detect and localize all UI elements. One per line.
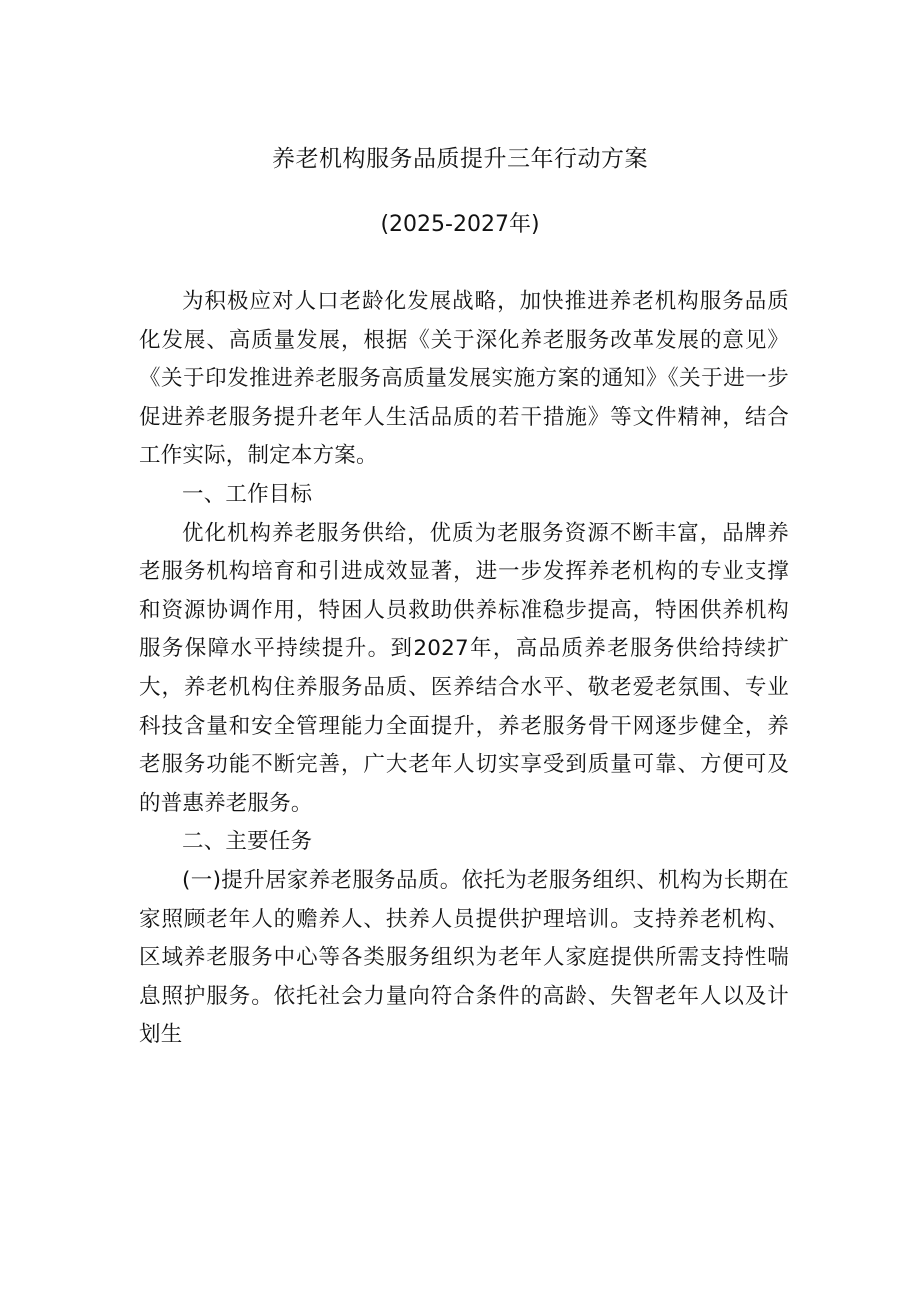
document-body <box>139 283 789 1055</box>
section-paragraph-goals: 优化机构养老服务供给，优质为老服务资源不断丰富，品牌养老服务机构培育和引进成效显著，进一步发挥养老机构的专业支撑和资源协调作用，特困人员救助供养标准稳步提高，特困供养机构服务保障水平持续提升。到2027年，高品质养老服务供给持续扩大，养老机构住养服务品质、医养结合水平、敬老爱老氛围、专业科技含量和安全管理能力全面提升，养老服务骨干网逐步健全，养老服务功能不断完善，广大老年人切实享受到质量可靠、方便可及的普惠养老服务。 <box>139 520 789 816</box>
intro-paragraph: 为积极应对人口老龄化发展战略，加快推进养老机构服务品质化发展、高质量发展，根据《关于深化养老服务改革发展的意见》《关于印发推进养老服务高质量发展实施方案的通知》《关于进一步促进养老服务提升老年人生活品质的若干措施》等文件精神，结合工作实际，制定本方案。 <box>139 289 789 469</box>
section-heading-tasks: 二、主要任务 <box>182 829 313 855</box>
section-heading-goals: 一、工作目标 <box>182 481 313 507</box>
section-paragraph-tasks: (一)提升居家养老服务品质。依托为老服务组织、机构为长期在家照顾老年人的赡养人、扶养人员提供护理培训。支持养老机构、区域养老服务中心等各类服务组织为老年人家庭提供所需支持性喘息照护服务。依托社会力量向符合条件的高龄、失智老年人以及计划生 <box>139 867 789 1048</box>
document-subtitle: (2025-2027年) <box>380 212 540 237</box>
document-title: 养老机构服务品质提升三年行动方案 <box>272 146 648 172</box>
